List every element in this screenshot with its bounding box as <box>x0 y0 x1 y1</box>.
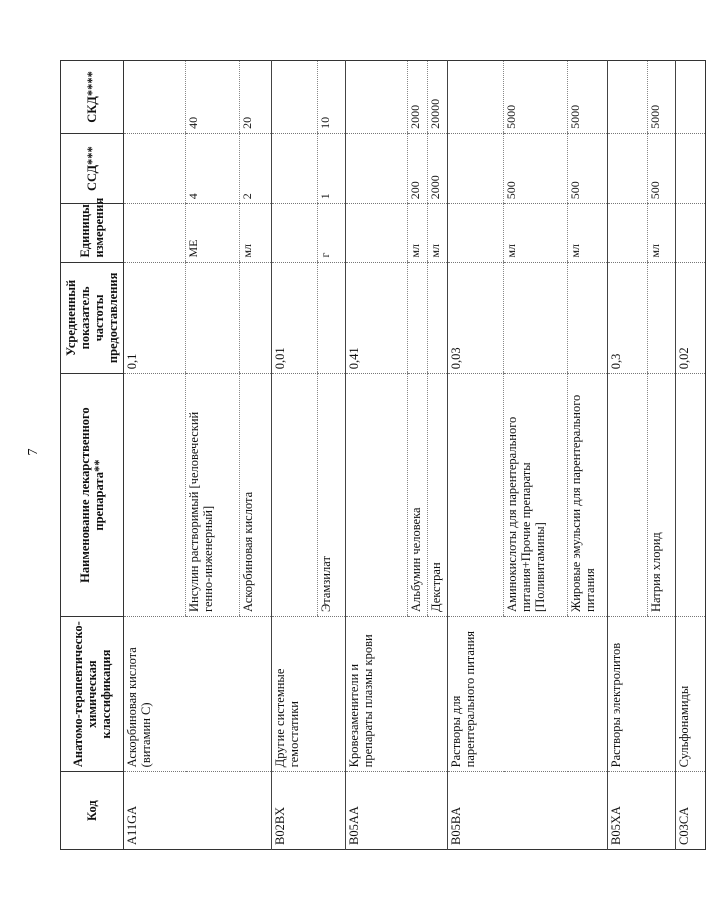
cell-skd <box>676 61 706 134</box>
cell-ssd: 1 <box>318 133 346 203</box>
cell-ssd: 500 <box>568 133 608 203</box>
cell-drug <box>608 374 648 617</box>
cell-drug: Аминокислоты для парентерального питания+Прочие препараты [Поливитамины] <box>504 374 568 617</box>
table-row <box>408 61 428 850</box>
cell-code <box>504 772 568 850</box>
cell-ssd: 2000 <box>428 133 448 203</box>
table-row <box>676 61 706 850</box>
cell-drug: Натрия хлорид <box>648 374 676 617</box>
table-row <box>272 61 318 850</box>
cell-code: B05XA <box>608 772 648 850</box>
header-skd: СКД**** <box>61 61 124 134</box>
cell-class: Сульфонамиды <box>676 616 706 771</box>
table-row <box>124 61 186 850</box>
cell-class: Другие системные гемостатики <box>272 616 318 771</box>
cell-class: Кровезаменители и препараты плазмы крови <box>346 616 408 771</box>
cell-skd <box>608 61 648 134</box>
cell-unit: мл <box>428 204 448 262</box>
page-number: 7 <box>26 448 41 456</box>
cell-frequency <box>240 262 272 374</box>
cell-class <box>240 616 272 771</box>
cell-frequency <box>318 262 346 374</box>
cell-frequency: 0,01 <box>272 262 318 374</box>
cell-frequency <box>408 262 428 374</box>
cell-code: B02BX <box>272 772 318 850</box>
cell-drug: Декстран <box>428 374 448 617</box>
cell-frequency <box>648 262 676 374</box>
cell-unit <box>346 204 408 262</box>
table-row <box>240 61 272 850</box>
cell-ssd <box>124 133 186 203</box>
header-unit: Единицы измерения <box>61 204 124 262</box>
cell-unit: мл <box>648 204 676 262</box>
cell-unit <box>608 204 648 262</box>
cell-unit <box>448 204 504 262</box>
table-row <box>186 61 240 850</box>
header-ssd: ССД*** <box>61 133 124 203</box>
cell-skd: 20 <box>240 61 272 134</box>
cell-ssd <box>272 133 318 203</box>
cell-frequency <box>504 262 568 374</box>
cell-drug <box>676 374 706 617</box>
cell-frequency <box>568 262 608 374</box>
cell-ssd: 200 <box>408 133 428 203</box>
cell-frequency <box>428 262 448 374</box>
cell-unit: мл <box>568 204 608 262</box>
cell-class: Растворы для парентерального питания <box>448 616 504 771</box>
cell-code <box>408 772 428 850</box>
cell-class <box>568 616 608 771</box>
rotated-page-content <box>60 60 691 850</box>
cell-code <box>568 772 608 850</box>
drug-table <box>60 60 706 850</box>
cell-ssd <box>448 133 504 203</box>
cell-class <box>318 616 346 771</box>
cell-frequency: 0,02 <box>676 262 706 374</box>
cell-unit <box>676 204 706 262</box>
header-class: Анатомо-терапевтическо-химическая классификация <box>61 616 124 771</box>
cell-unit: МЕ <box>186 204 240 262</box>
cell-class: Растворы электролитов <box>608 616 648 771</box>
cell-drug: Инсулин растворимый [человеческий генно-инженерный] <box>186 374 240 617</box>
cell-drug: Этамзилат <box>318 374 346 617</box>
cell-ssd: 2 <box>240 133 272 203</box>
cell-skd: 5000 <box>648 61 676 134</box>
cell-frequency <box>186 262 240 374</box>
cell-drug: Альбумин человека <box>408 374 428 617</box>
cell-unit <box>124 204 186 262</box>
cell-frequency: 0,3 <box>608 262 648 374</box>
table-row <box>346 61 408 850</box>
cell-code: B05AA <box>346 772 408 850</box>
cell-ssd: 4 <box>186 133 240 203</box>
cell-code <box>240 772 272 850</box>
cell-skd <box>346 61 408 134</box>
cell-ssd <box>346 133 408 203</box>
cell-code: A11GA <box>124 772 186 850</box>
table-row <box>648 61 676 850</box>
table-row <box>568 61 608 850</box>
cell-skd <box>124 61 186 134</box>
cell-code <box>186 772 240 850</box>
cell-code <box>648 772 676 850</box>
cell-unit: г <box>318 204 346 262</box>
cell-ssd: 500 <box>504 133 568 203</box>
cell-skd: 20000 <box>428 61 448 134</box>
table-row <box>608 61 648 850</box>
cell-code: C03CA <box>676 772 706 850</box>
cell-code <box>428 772 448 850</box>
cell-skd: 5000 <box>568 61 608 134</box>
cell-skd <box>448 61 504 134</box>
cell-frequency: 0,1 <box>124 262 186 374</box>
header-drug: Наименование лекарственного препарата** <box>61 374 124 617</box>
cell-ssd: 500 <box>648 133 676 203</box>
cell-drug: Жировые эмульсии для парентерального питания <box>568 374 608 617</box>
cell-class <box>504 616 568 771</box>
cell-skd <box>272 61 318 134</box>
cell-unit: мл <box>504 204 568 262</box>
table-header-row <box>61 61 124 850</box>
header-frequency: Усредненный показатель частоты предоставления <box>61 262 124 374</box>
cell-unit <box>272 204 318 262</box>
cell-skd: 40 <box>186 61 240 134</box>
cell-code <box>318 772 346 850</box>
cell-ssd <box>676 133 706 203</box>
cell-drug <box>448 374 504 617</box>
cell-drug <box>346 374 408 617</box>
cell-unit: мл <box>240 204 272 262</box>
cell-class <box>408 616 428 771</box>
cell-drug: Аскорбиновая кислота <box>240 374 272 617</box>
cell-skd: 5000 <box>504 61 568 134</box>
header-code: Код <box>61 772 124 850</box>
cell-drug <box>272 374 318 617</box>
table-row <box>318 61 346 850</box>
cell-ssd <box>608 133 648 203</box>
table-body <box>124 61 706 850</box>
table-row <box>428 61 448 850</box>
cell-class <box>428 616 448 771</box>
cell-code: B05BA <box>448 772 504 850</box>
cell-skd: 10 <box>318 61 346 134</box>
cell-class: Аскорбиновая кислота (витамин С) <box>124 616 186 771</box>
cell-unit: мл <box>408 204 428 262</box>
cell-frequency: 0,03 <box>448 262 504 374</box>
cell-skd: 2000 <box>408 61 428 134</box>
table-row <box>448 61 504 850</box>
cell-drug <box>124 374 186 617</box>
cell-class <box>186 616 240 771</box>
cell-frequency: 0,41 <box>346 262 408 374</box>
cell-class <box>648 616 676 771</box>
table-row <box>504 61 568 850</box>
